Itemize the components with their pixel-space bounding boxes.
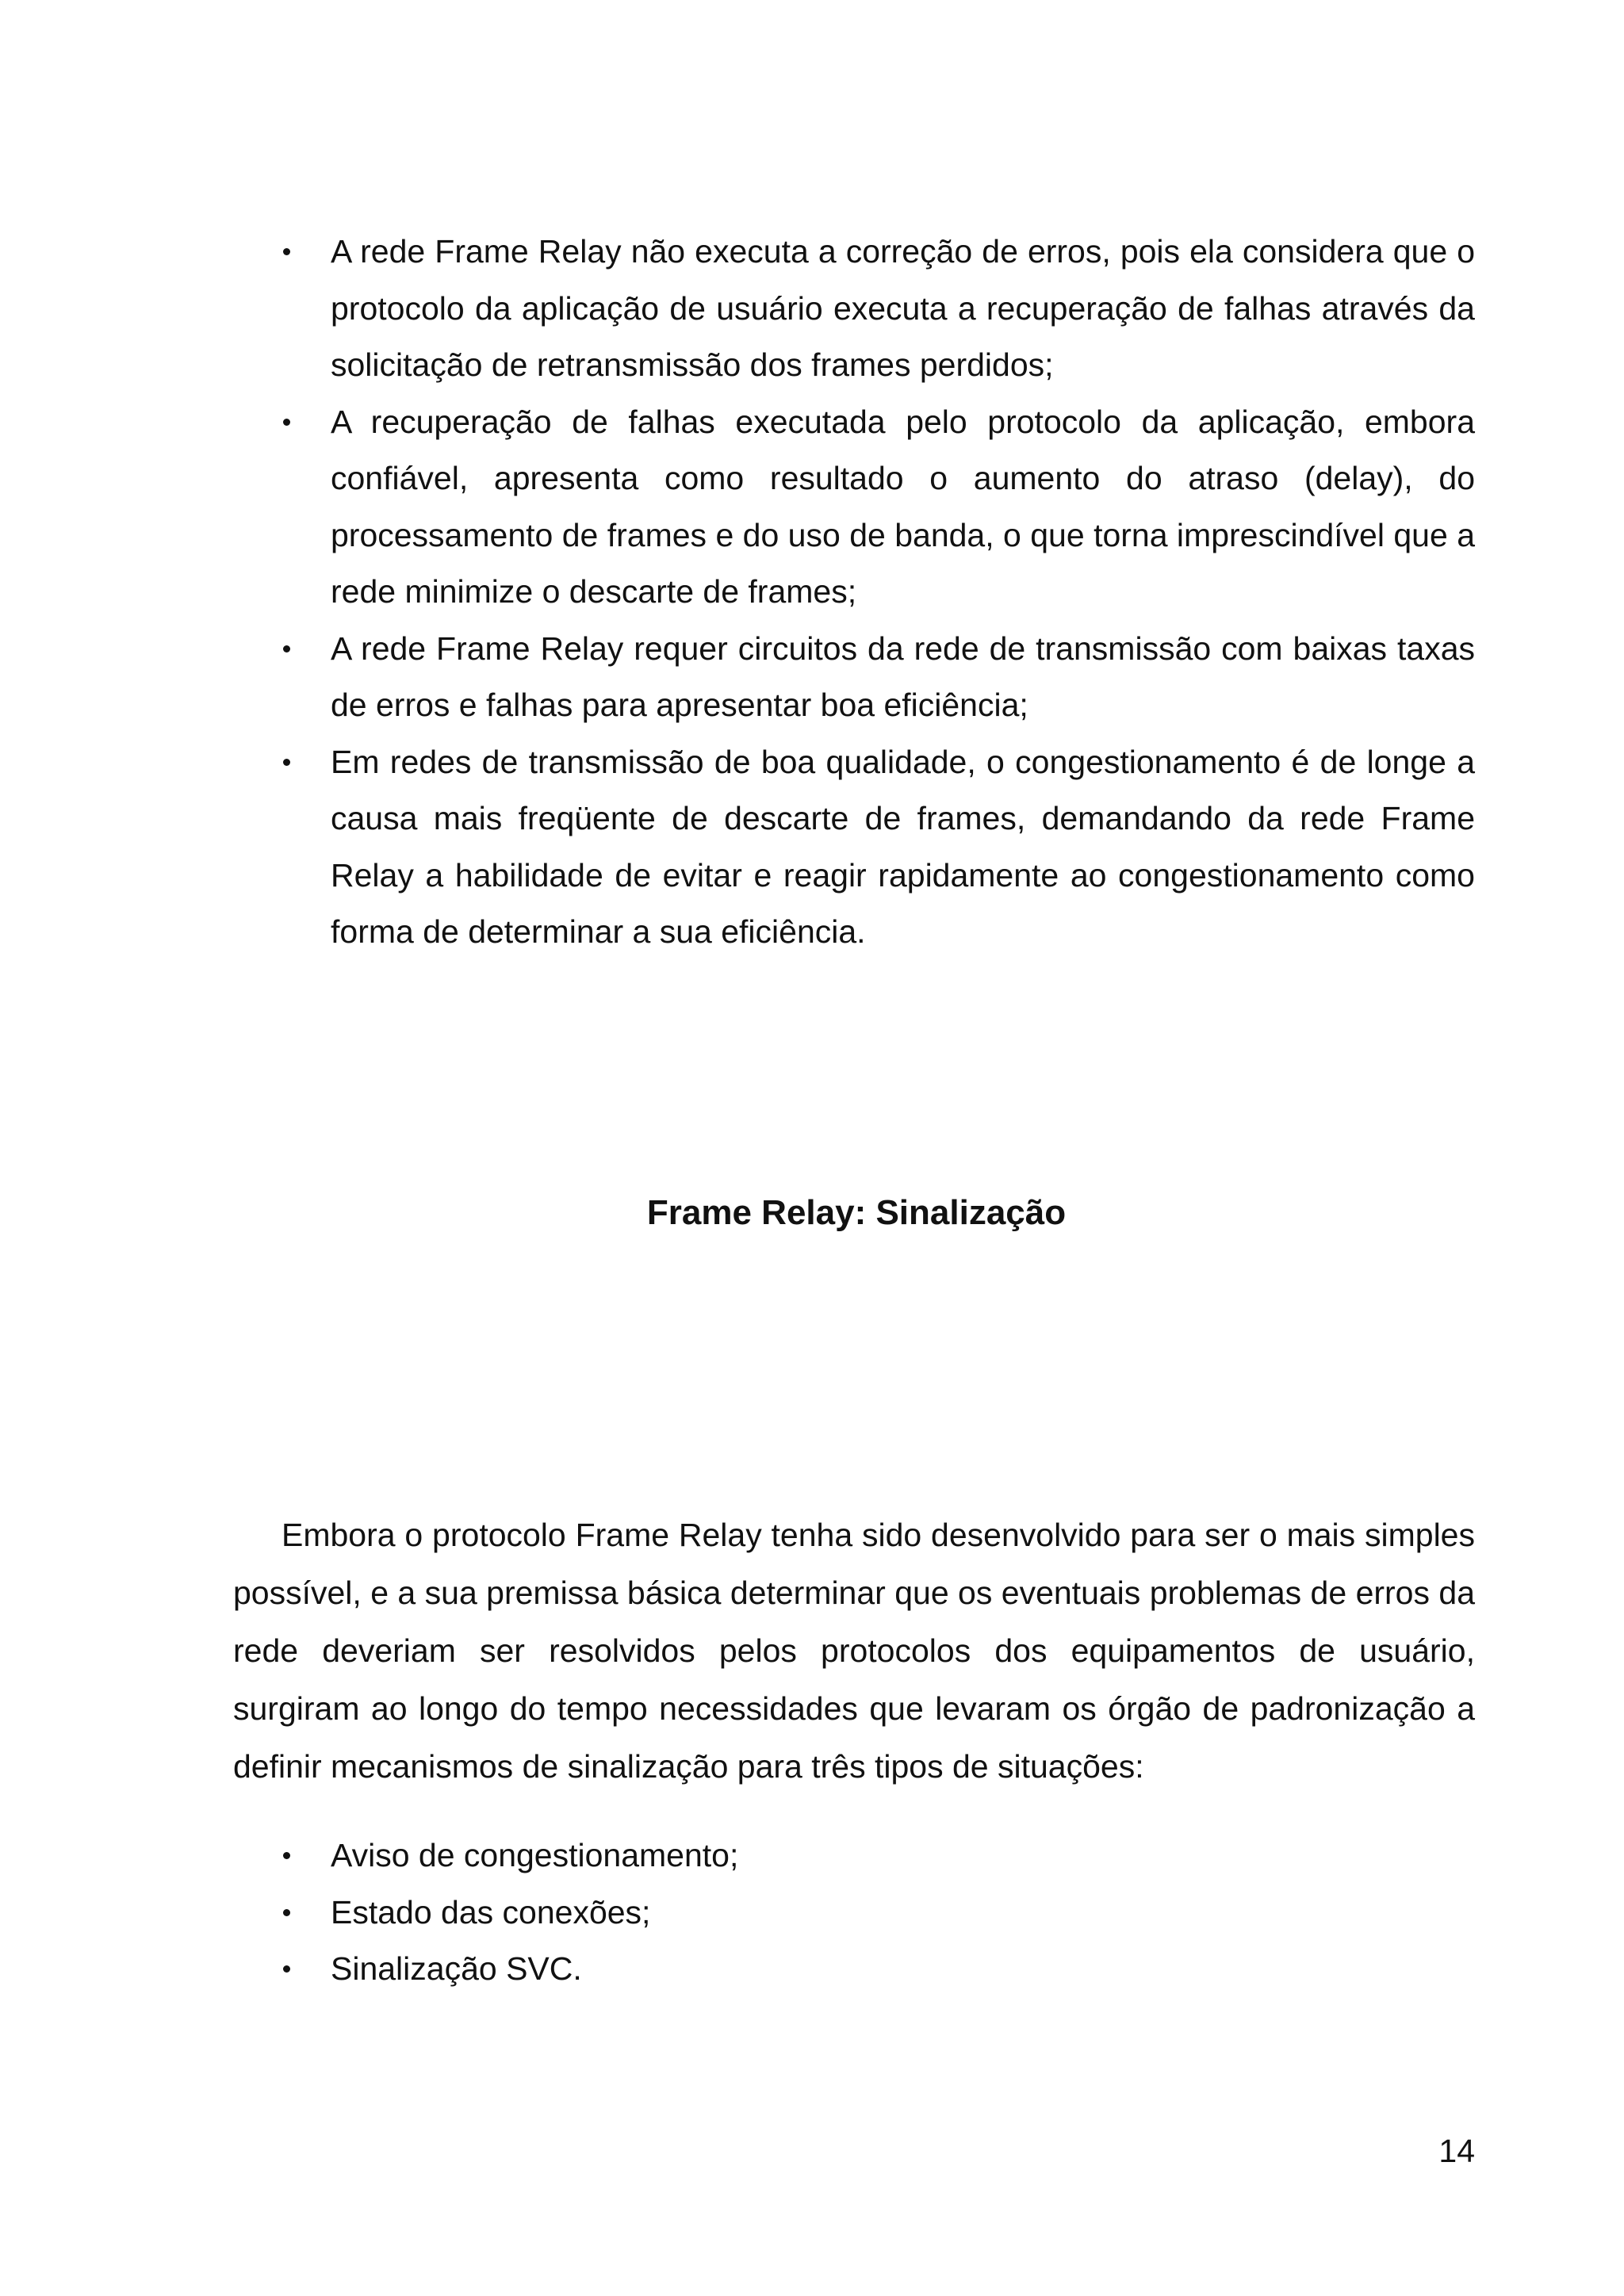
body-paragraph: Embora o protocolo Frame Relay tenha sido desenvolvido para ser o mais simples possível, e a sua premissa básica determinar que os eventuais problemas de erros da rede deveriam ser resolvidos pelos protocolos dos equipamentos de usuário, surgiram ao longo do tempo necessidades que levaram os órgão de padronização a definir mecanismos de sinalização para três tipos de situações:: [233, 1517, 1475, 1785]
list-item: Sinalização SVC.: [233, 1941, 1475, 1998]
bullet-list-signaling-types: [233, 1827, 1475, 1998]
list-item: Em redes de transmissão de boa qualidade, o congestionamento é de longe a causa mais freqüente de descarte de frames, demandando da rede Frame Relay a habilidade de evitar e reagir rapidamente ao congestionamento como forma de determinar a sua eficiência.: [233, 734, 1475, 961]
list-item: A rede Frame Relay não executa a correção de erros, pois ela considera que o protocolo da aplicação de usuário executa a recuperação de falhas através da solicitação de retransmissão dos frames perdidos;: [233, 224, 1475, 394]
section-heading: Frame Relay: Sinalização: [646, 1193, 1067, 1232]
bullet-list-limitations: [233, 224, 1475, 961]
page-number: 14: [1438, 2133, 1475, 2169]
list-item: Aviso de congestionamento;: [233, 1827, 1475, 1885]
list-item: Estado das conexões;: [233, 1885, 1475, 1942]
list-item: A rede Frame Relay requer circuitos da rede de transmissão com baixas taxas de erros e falhas para apresentar boa eficiência;: [233, 621, 1475, 734]
list-item: A recuperação de falhas executada pelo protocolo da aplicação, embora confiável, apresenta como resultado o aumento do atraso (delay), do processamento de frames e do uso de banda, o que torna imprescindível que a rede minimize o descarte de frames;: [233, 394, 1475, 621]
